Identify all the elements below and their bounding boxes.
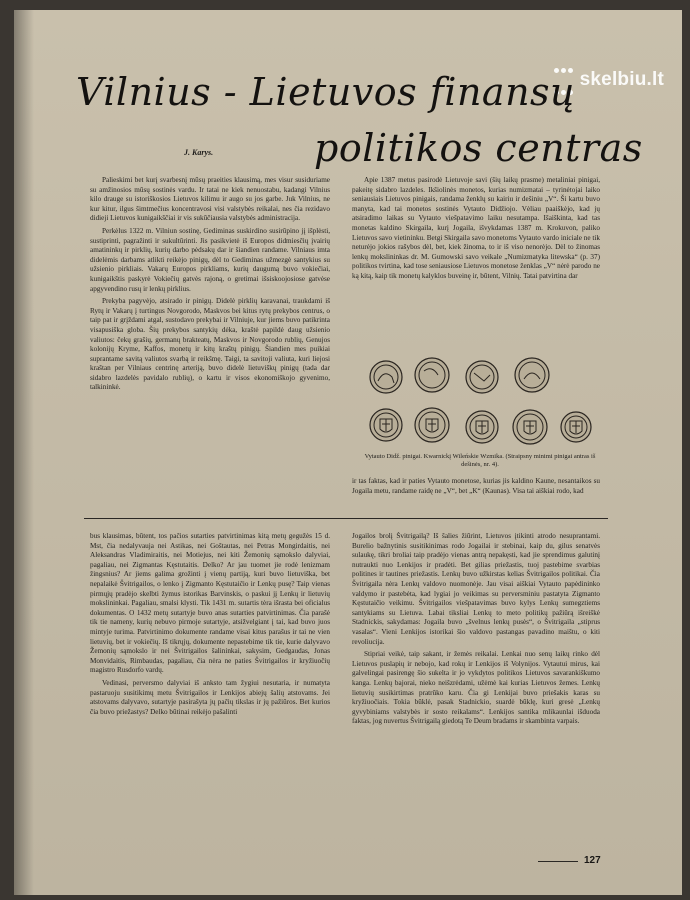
text-column-2 (352, 176, 600, 348)
illustration-caption: Vytauto Didž. pinigai. Kwarnickį Wileńskie Wzmika. (Straipsny minimi pinigai antras iš dešinės, nr. 4). (364, 453, 596, 468)
paragraph: Palieskimi bet kurį svarbesnį mūsų praeities klausimą, mes visur susiduriame su amžinosios mūsų sostinės vardu. Ir tatai ne kiek nenuostabu, kadangi Vilnius kilo drauge su istoriškosios Lietuvos kilimu ir augo su jos garbe. Juk Vilnius, ne kur kitur, ilgus šimtmečius koncentravosi visi valstybės reikalai, nes čia rezidavo didieji Lietuvos kunigaikščiai ir vis sukūčiausia valstybės administracija. (90, 176, 330, 223)
watermark-brand: skelbiu.lt (579, 69, 664, 91)
coin-icon (466, 361, 498, 393)
paragraph: Jogailos brolį Švitrigailą? Iš šalies žiūrint, Lietuvos įtikinti atrodo nesuprantami. Burelio bažnytinis susitikinimas rodo Jogailai ir stebinai, kaip du, gilus senatvės sulaukę, tikri broliai taip pradėjo vienas antrą nepakęsti, kad jie sprendimus galutinį nutraukti nuo Lenkijos ir pradėti. Bet gilias priežastis, tuoj pastebime svarbias politines ir tautines priežastis. Lenkų buvo užkirstas kelias Švitrigailos politikai. Čia Švitrigaila nėra Lenkų valdovo nuomonėje. Jau visai aiškiai Vytauto papėdininko valdymo ir pastebėta, kad lygiai jo veikimas su perversminiu pastatyta Zigmanto Kęstutaičio veikimu. Švitrigailos viešpatavimas buvo kylys Lenkų sumegztiems santykiams su Lietuva. Labai tiksliai Lenkų to meto politikų pažiūrą išreiškė Stadnickis, sakydamas: Jogaila buvo „švelnus lenkų pusės“, o Švitrigaila „stiprus vasalas“. Vieni Lenkijos istorikai šio valdovo pastangas pavadino maištu, o kiti revoliucija. (352, 532, 600, 646)
paragraph: Perkėlus 1322 m. Vilniun sostinę, Gediminas suskirdino susirūpino jį išplėsti, sustiprinti, pagražinti ir sukultūrinti. Jis pasikvietė iš Europos didmiesčių įvairių amatininkų ir pirklių, kurių darbo pėdsakų dar ir šiandien randame. Vilniaus imta didelėmis darbams atlikti reikėjo pinigų, dėl to Gediminas užmezgė santykius su užsienio pirkliais. Vakarų Europos pirkliams, kurių daugumą buvo vokiečiai, kunigaikštis paskyrė Vokiečių gatvės rajoną, o gretimai išsiskoojosiose gatvėse apgyvendino rusų ir lenkų pirklius. (90, 226, 330, 293)
coin-icon (415, 358, 449, 392)
text-column-4 (352, 532, 600, 854)
binding-shadow (14, 10, 34, 895)
page-number-rule (538, 861, 578, 862)
page-number: 127 (584, 855, 601, 866)
section-divider (84, 518, 608, 519)
paragraph: ir tas faktas, kad ir paties Vytauto monetose, kurias jis kaldino Kaune, nesantaikos su Jogaila metu, randame raidę ne „V“, bet „K“ (Kaunas). Visa tai aiškiai rodo, kad (352, 477, 600, 495)
paragraph: Prekyba pagyvėjo, atsirado ir pinigų. Didelė pirklių karavanai, traukdami iš Rytų ir Vakarų į turtingus Novgorodo, Maskvos bei kitus rytų prekybos centrus, o taip pat ir grįždami atgal, sustodavo prekybai ir Vilniuje, kur jiems buvo patikrinta visapusiška globa. Šių prekybos santykių dėka, kraštė papildė daug užsienio valiutos: čekų grašių, germanų brakteatų, Maskvos ir Novgorodo rublių, Genujos kolonijų Kryme, Kaffos, monetų ir kitų kraštų pinigų. Šiandien mes puikiai suprantame savitą valiutos svarbą ir reikšmę. Taigi, ta savitoji valiuta, kuri liejosi kraštan per Vilniaus centrinę arteriją, buvo didelė lietuviškų pinigų (tada dar sidabro lazdelės pavidalo rublių), o kartu ir visos ekonomiškojo gyvenimo, talkininkė. (90, 297, 330, 392)
coin-icon (515, 358, 549, 392)
paragraph: Vedinasi, perversmo dalyviai iš anksto tam žygiui nesutaria, ir numatyta pastaruoju susitikimų metu Švitrigailos ir Lenkijos abiejų šalių atstovams. Jei atstovams dalyvavo, sutartyje pasirašyta jų pačių tikslas ir jų pažiūros. Bet kurios čia buvo priežastys? Delko būtinai reikėjo pašalinti (90, 678, 330, 716)
text-column-3 (90, 532, 330, 854)
article-author: J. Karys. (184, 148, 214, 157)
paragraph: bus klausimas, būtent, tos pačios sutarties patvirtinimas kitą metų gegužės 15 d. Mst, čia nedalyvauja nei Astikas, nei Goštautas, nei Petras Mongirdaitis, nei Aleksandras Vladimiraitis, nei Motiejus, nei kiti Žemonių sąmokslo dalyviai, pagaliau, nei Zigmantas Kęstutaitis. Delko? Ar jau tuomet jie rodė lenizmam žingsnius? Ar jiems galima grožinti į vienų partiją, kuri buvo lietuviška, bet nepalaikė Švitrigailos, o lenko į Zigmanto Kęstutaičio ir Lenkų pusę? Taip vienas pirmųjų pradėjo skelbti žymus istorikas Barvinskis, o paskui jį Lenkų ir lietuvių mokslininkai. Pagaliau, smalsi klysti. Tik 1431 m. sutartis tėra išrasta bei oficialus dokumentas. O 1432 metų sutartyje buvo anas sutarties patvirtinimas. Čia parašė tik tie nameny, kurių nebuvo pirmoje sutartyje, atsižvelgiant į tai, kad buvo juos mintyje turima. Patvirtinimo dokumente randame visai kitus parašus ir tai ne vien lietuvių, bet ir vokiečių. Iš tikrųjų, dokumente nepastebime tik tie, kurie dalyvavo Žemonių sąmokslo ir nei Švitrigailos šalininkai, sakysim, Gedgaudas, Jonas Monvidaitis, Rimbaudas, pagaliau, čia nėra ne paties Švitrigailos ir kryžiuočių magistro Rusdorfo vardų. (90, 532, 330, 675)
text-column-2-continued (352, 477, 600, 511)
text-column-1 (90, 176, 330, 506)
article-title-line1: Vilnius - Lietuvos finansų (76, 70, 576, 114)
magazine-page (14, 10, 682, 895)
article-title-line2: politikos centras (314, 126, 643, 170)
paragraph: Stipriai veikė, taip sakant, ir žemės reikalai. Lenkai nuo senų laikų rinko dėl Lietuvos puslapių ir nebojo, kad rokų ir Lenkijos iš Volynijos. Vytautui mirus, kai galvelingai pasirengę šio sukelta ir jo vykdytos politikos Lietuvos savarankiškumo kanga. Lenkų bajorai, nieko neišzrėdami, užėmė kai kurias Lietuvos žemes. Lenkų lietuvių susikirtimas pratrūko karu. Čia gi Lenkijai buvo priešakis karas su kryžiuočiais. Tokia būklė, pasak Stadnickio, suardė būklę, kuri gresė „Lenkų gyvybiniams valstybės ir sosto reikalams“. Lenkijos santika mlikaunlai išduoda faktas, jog nuvertus Švitrigailą giedotą Te Deum bradams ir skambinta varpais. (352, 650, 600, 726)
paragraph: Apie 1387 metus pasirodė Lietuvoje savi (šių laikų prasme) metaliniai pinigai, pakeitę sidabro lazdeles. Ikšiolinės monetos, kurias numizmatai – tyrinėtojai laiko seniausiais Lietuvos pinigais, randama ženklų su kairiu ir dešiniu „V“. Ši kartu buvo manyta, kad tai monetos sostinės Vytauto Didžiojo. Vėliau paaiškėjo, kad jų atsiradimo laikas su Vytauto viešpatavimo laiku nesutampa. Išaiškinta, kad tas monetas kaldino Skirgaila, kurį Jogaila, išvykdamas 1387 m. Krokuvon, paliko Lietuvos savo vietininku. Betgi Skirgaila savo monetoms Vytauto vardo iniciale ne tik neturėjo jokios rašybos dėl, bet, kiek žinoma, to ir iš viso nenorėjo. Dėl to žinomas lenkų mokslininkas dr. M. Gumowski savo veikale „Numizmatyka litewska“ (p. 37) politikos tvirtina, kad tose seniausiose Lietuvos monetose ženklas „V“ nėrė parodo ne ką kitą, kaip tik monetų kalyklos buveinę ir, būtent, Vilnių. Tatai patvirtina dar (352, 176, 600, 280)
coin-illustrations (366, 353, 594, 453)
coin-icon (370, 361, 402, 393)
